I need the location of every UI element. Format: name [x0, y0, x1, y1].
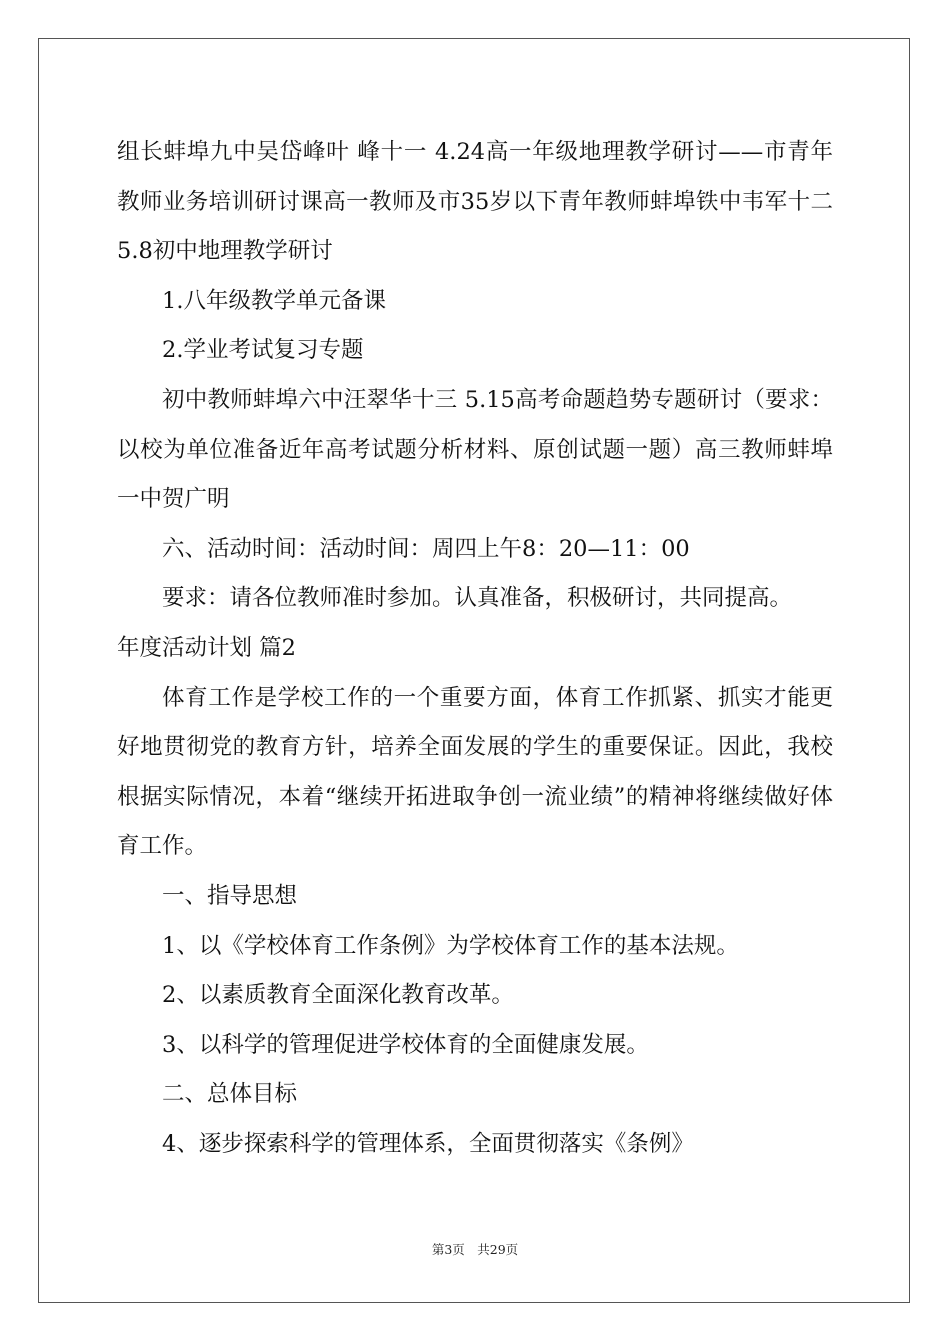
document-body: [117, 128, 833, 1169]
subheading-overall-goal: 二、总体目标: [162, 1081, 298, 1108]
paragraph-requirements: 要求：请各位教师准时参加。认真准备，积极研讨，共同提高。: [162, 585, 793, 612]
paragraph-schedule-line: 组长蚌埠九中吴岱峰叶 峰十一 4.24高一年级地理教学研讨——市青年教师业务培训研讨课高一教师及市35岁以下青年教师蚌埠铁中韦军十二 5.8初中地理教学研讨: [117, 139, 833, 265]
section-heading: 年度活动计划 篇2: [117, 634, 296, 661]
subheading-guiding-thought: 一、指导思想: [162, 882, 298, 909]
paragraph-schedule-line-2: 初中教师蚌埠六中汪翠华十三 5.15高考命题趋势专题研讨（要求：以校为单位准备近年高考试题分析材料、原创试题一题）高三教师蚌埠一中贺广明: [117, 386, 833, 513]
list-item-3: 3、以科学的管理促进学校体育的全面健康发展。: [162, 1031, 649, 1058]
page-number-footer: 第3页 共29页: [431, 1242, 519, 1257]
paragraph-item-1: 1.八年级教学单元备课: [162, 287, 386, 314]
list-item-4: 4、逐步探索科学的管理体系，全面贯彻落实《条例》: [162, 1130, 694, 1157]
list-item-2: 2、以素质教育全面深化教育改革。: [162, 982, 514, 1009]
list-item-1: 1、以《学校体育工作条例》为学校体育工作的基本法规。: [162, 932, 739, 959]
paragraph-activity-time: 六、活动时间：活动时间：周四上午8：20—11：00: [162, 535, 690, 562]
paragraph-intro: 体育工作是学校工作的一个重要方面，体育工作抓紧、抓实才能更好地贯彻党的教育方针，培养全面发展的学生的重要保证。因此，我校根据实际情况，本着“继续开拓进取争创一流业绩”的精神将继续做好体育工作。: [117, 684, 833, 860]
paragraph-item-2: 2.学业考试复习专题: [162, 337, 364, 364]
